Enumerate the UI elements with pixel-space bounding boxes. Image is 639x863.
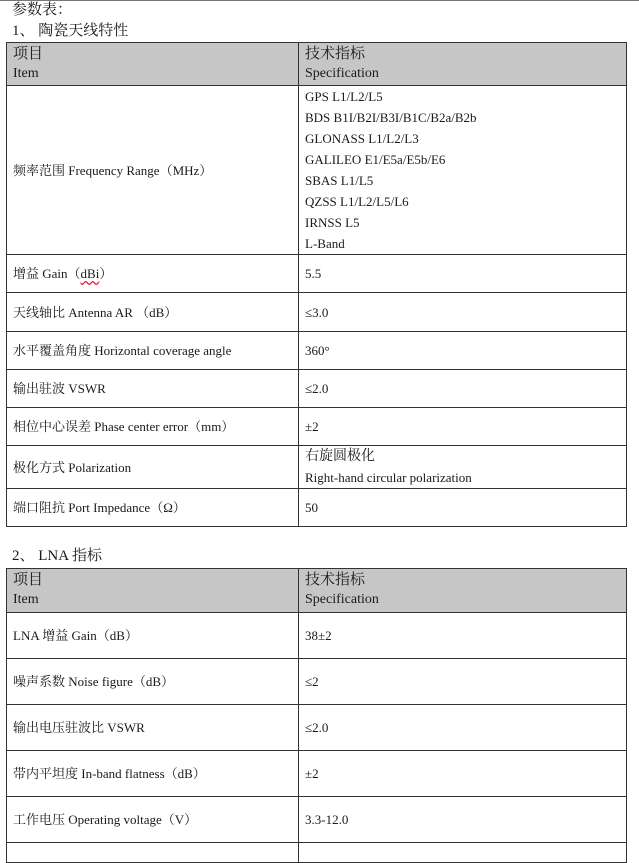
row-value: ≤2 <box>299 659 627 705</box>
row-value: ≤3.0 <box>299 293 627 332</box>
table-header-row <box>7 43 627 86</box>
gain-label-post: ） <box>99 266 113 281</box>
table-row-lna-vswr <box>7 705 627 751</box>
table-row-lna-gain <box>7 613 627 659</box>
table-row-frequency <box>7 86 627 255</box>
header-item-cn: 项目 <box>13 572 44 588</box>
polarization-en: Right-hand circular polarization <box>305 470 472 485</box>
row-value: 360° <box>299 332 627 370</box>
gain-label-pre: 增益 Gain（ <box>13 266 81 281</box>
table-row-flatness <box>7 751 627 797</box>
row-value: ≤2.0 <box>299 370 627 408</box>
table-row-vswr <box>7 370 627 408</box>
gain-unit-spellcheck: dBi <box>80 266 100 281</box>
table-row-noise-figure <box>7 659 627 705</box>
row-label: 输出电压驻波比 VSWR <box>7 705 299 751</box>
header-spec-cell <box>299 569 627 613</box>
table-header-row <box>7 569 627 613</box>
intro-label: 参数表： <box>12 2 73 18</box>
freq-bds: BDS B1I/B2I/B3I/B1C/B2a/B2b <box>305 110 477 125</box>
row-value: ≤2.0 <box>299 705 627 751</box>
row-label: 输出驻波 VSWR <box>7 370 299 408</box>
row-label-empty <box>7 843 299 863</box>
antenna-spec-table <box>6 42 627 527</box>
row-value: 38±2 <box>299 613 627 659</box>
freq-galileo: GALILEO E1/E5a/E5b/E6 <box>305 152 446 167</box>
section1-title: 1、 陶瓷天线特性 <box>12 23 129 39</box>
table-row-phase-center <box>7 408 627 446</box>
row-value-list <box>299 86 627 255</box>
header-item-en: Item <box>13 66 39 81</box>
table-row-impedance <box>7 489 627 527</box>
row-label: 噪声系数 Noise figure（dB） <box>7 659 299 705</box>
row-label: 相位中心误差 Phase center error（mm） <box>7 408 299 446</box>
table-row-polarization <box>7 446 627 489</box>
polarization-cn: 右旋圆极化 <box>305 449 375 464</box>
row-value: 3.3-12.0 <box>299 797 627 843</box>
table-row-gain <box>7 255 627 293</box>
freq-irnss: IRNSS L5 <box>305 215 360 230</box>
row-value-empty <box>299 843 627 863</box>
header-item-cn: 项目 <box>13 46 44 62</box>
row-label: 频率范围 Frequency Range（MHz） <box>7 86 299 255</box>
header-spec-cn: 技术指标 <box>305 46 366 62</box>
freq-gps: GPS L1/L2/L5 <box>305 89 383 104</box>
freq-qzss: QZSS L1/L2/L5/L6 <box>305 194 409 209</box>
table-row-cut-off <box>7 843 627 863</box>
row-label: LNA 增益 Gain（dB） <box>7 613 299 659</box>
row-value: 5.5 <box>299 255 627 293</box>
freq-lband: L-Band <box>305 236 345 251</box>
row-label: 端口阻抗 Port Impedance（Ω） <box>7 489 299 527</box>
header-spec-cell <box>299 43 627 86</box>
header-item-cell <box>7 569 299 613</box>
row-label: 工作电压 Operating voltage（V） <box>7 797 299 843</box>
row-label: 带内平坦度 In-band flatness（dB） <box>7 751 299 797</box>
row-label <box>7 255 299 293</box>
row-value: ±2 <box>299 408 627 446</box>
table-row-axial-ratio <box>7 293 627 332</box>
header-item-cell <box>7 43 299 86</box>
freq-sbas: SBAS L1/L5 <box>305 173 374 188</box>
table-row-voltage <box>7 797 627 843</box>
header-spec-cn: 技术指标 <box>305 572 366 588</box>
lna-spec-table <box>6 568 627 863</box>
row-value: ±2 <box>299 751 627 797</box>
row-value: 50 <box>299 489 627 527</box>
row-label: 天线轴比 Antenna AR （dB） <box>7 293 299 332</box>
row-label: 极化方式 Polarization <box>7 446 299 489</box>
row-value-list <box>299 446 627 489</box>
header-item-en: Item <box>13 592 39 607</box>
table-row-coverage <box>7 332 627 370</box>
freq-glonass: GLONASS L1/L2/L3 <box>305 131 419 146</box>
header-spec-en: Specification <box>305 592 379 607</box>
header-spec-en: Specification <box>305 66 379 81</box>
top-rule <box>0 0 639 1</box>
row-label: 水平覆盖角度 Horizontal coverage angle <box>7 332 299 370</box>
section2-title: 2、 LNA 指标 <box>12 548 103 564</box>
